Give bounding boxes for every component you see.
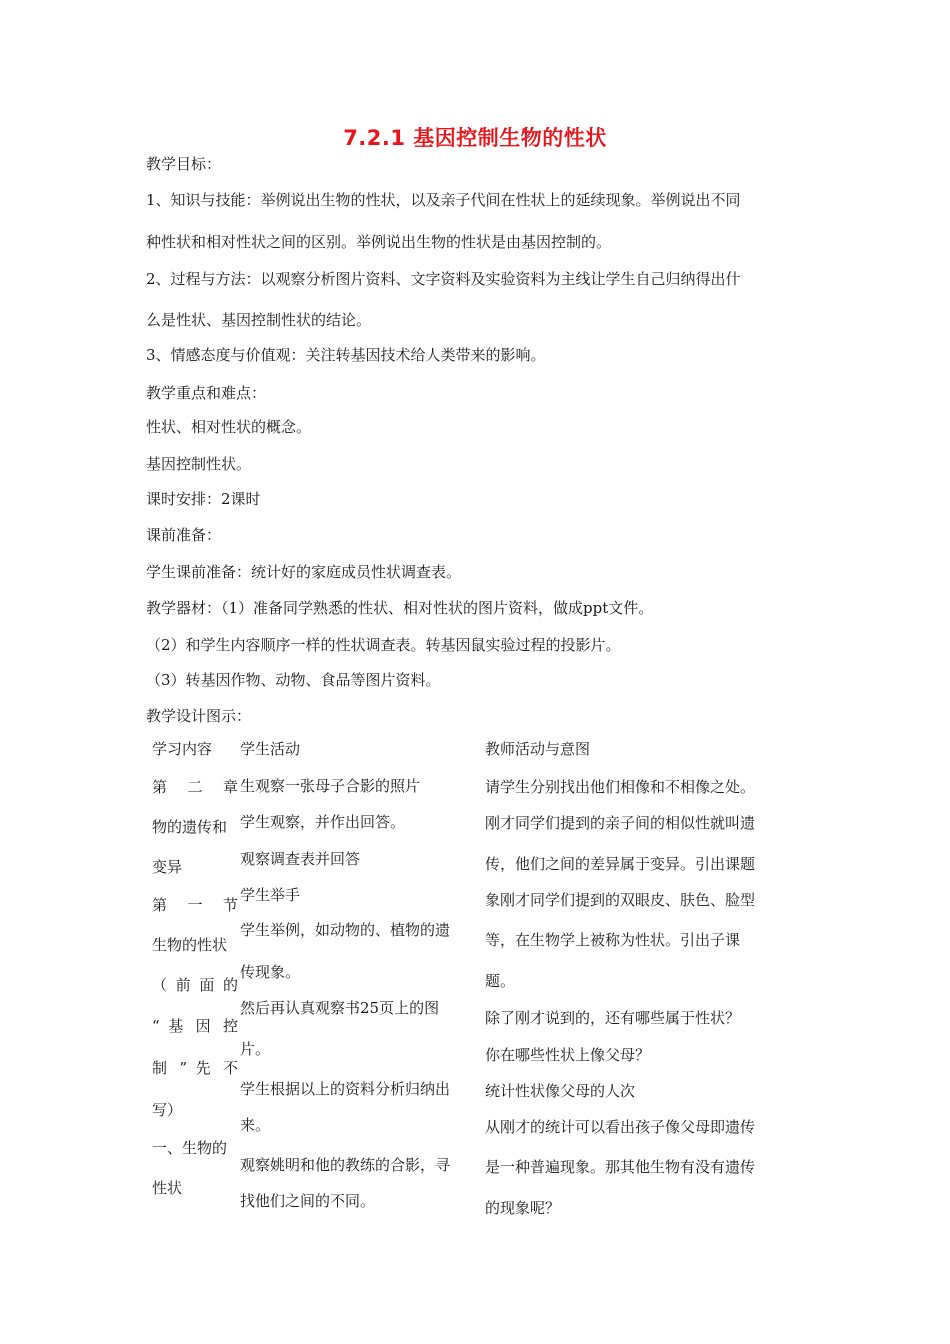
table-cell-student-activity: 观察调查表并回答 <box>240 850 361 868</box>
document-title: 7.2.1 基因控制生物的性状 <box>343 126 607 150</box>
body-line: 种性状和相对性状之间的区别。举例说出生物的性状是由基因控制的。 <box>146 233 612 251</box>
table-cell-student-activity: 然后再认真观察书25页上的图 <box>240 999 440 1017</box>
table-cell-teacher-activity: 统计性状像父母的人次 <box>485 1082 636 1100</box>
table-cell-teacher-activity: 从刚才的统计可以看出孩子像父母即遗传 <box>485 1118 756 1136</box>
body-line: 课时安排：2课时 <box>146 490 261 508</box>
table-cell-teacher-activity: 象刚才同学们提到的双眼皮、肤色、脸型 <box>485 891 756 909</box>
table-cell-content: 物的遗传和 <box>152 818 228 836</box>
body-line: 课前准备： <box>146 526 222 544</box>
table-cell-content: （ 前 面 的 <box>152 976 238 994</box>
table-cell-content: 第 二 章 <box>152 778 238 796</box>
table-cell-student-activity: 观察姚明和他的教练的合影，寻 <box>240 1156 451 1174</box>
body-line: 3、情感态度与价值观：关注转基因技术给人类带来的影响。 <box>146 346 546 364</box>
table-header-teacher: 教师活动与意图 <box>485 740 591 758</box>
table-cell-student-activity: 学生观察，并作出回答。 <box>240 813 406 831</box>
table-cell-content: 生物的性状 <box>152 936 228 954</box>
body-line: 性状、相对性状的概念。 <box>146 418 312 436</box>
table-cell-teacher-activity: 的现象呢？ <box>485 1199 561 1217</box>
table-cell-student-activity: 生观察一张母子合影的照片 <box>240 777 421 795</box>
table-cell-teacher-activity: 等，在生物学上被称为性状。引出子课 <box>485 931 741 949</box>
body-line: 学生课前准备：统计好的家庭成员性状调查表。 <box>146 563 462 581</box>
body-line: 基因控制性状。 <box>146 455 252 473</box>
table-header-content: 学习内容 <box>152 740 213 758</box>
body-line: （2）和学生内容顺序一样的性状调查表。转基因鼠实验过程的投影片。 <box>146 636 621 654</box>
table-cell-teacher-activity: 刚才同学们提到的亲子间的相似性就叫遗 <box>485 814 756 832</box>
body-line: 教学器材：（1）准备同学熟悉的性状、相对性状的图片资料，做成ppt文件。 <box>146 599 654 617</box>
table-cell-teacher-activity: 是一种普遍现象。那其他生物有没有遗传 <box>485 1158 756 1176</box>
body-line: 教学目标： <box>146 155 222 173</box>
body-line: 2、过程与方法：以观察分析图片资料、文字资料及实验资料为主线让学生自己归纳得出什 <box>146 270 741 288</box>
table-cell-content: 一、生物的 <box>152 1139 228 1157</box>
table-header-student: 学生活动 <box>240 740 301 758</box>
body-line: 么是性状、基因控制性状的结论。 <box>146 311 372 329</box>
table-cell-teacher-activity: 除了刚才说到的，还有哪些属于性状？ <box>485 1009 741 1027</box>
table-cell-content: 写） <box>152 1101 183 1119</box>
body-line: 教学设计图示： <box>146 707 252 725</box>
table-cell-student-activity: 来。 <box>240 1116 271 1134</box>
body-line: （3）转基因作物、动物、食品等图片资料。 <box>146 671 441 689</box>
table-cell-content: 性状 <box>152 1179 183 1197</box>
table-cell-student-activity: 学生举手 <box>240 886 301 904</box>
table-cell-student-activity: 传现象。 <box>240 963 301 981</box>
table-cell-teacher-activity: 题。 <box>485 972 516 990</box>
table-cell-content: “ 基 因 控 <box>152 1017 238 1035</box>
table-cell-student-activity: 找他们之间的不同。 <box>240 1192 376 1210</box>
table-cell-content: 制 ” 先 不 <box>152 1059 238 1077</box>
table-cell-content: 第 一 节 <box>152 896 238 914</box>
table-cell-teacher-activity: 请学生分别找出他们相像和不相像之处。 <box>485 778 756 796</box>
table-cell-student-activity: 学生举例，如动物的、植物的遗 <box>240 921 451 939</box>
table-cell-student-activity: 片。 <box>240 1040 271 1058</box>
table-cell-student-activity: 学生根据以上的资料分析归纳出 <box>240 1080 451 1098</box>
table-cell-content: 变异 <box>152 858 183 876</box>
body-line: 1、知识与技能：举例说出生物的性状，以及亲子代间在性状上的延续现象。举例说出不同 <box>146 191 741 209</box>
body-line: 教学重点和难点： <box>146 384 267 402</box>
table-cell-teacher-activity: 传，他们之间的差异属于变异。引出课题 <box>485 855 756 873</box>
table-cell-teacher-activity: 你在哪些性状上像父母？ <box>485 1046 651 1064</box>
